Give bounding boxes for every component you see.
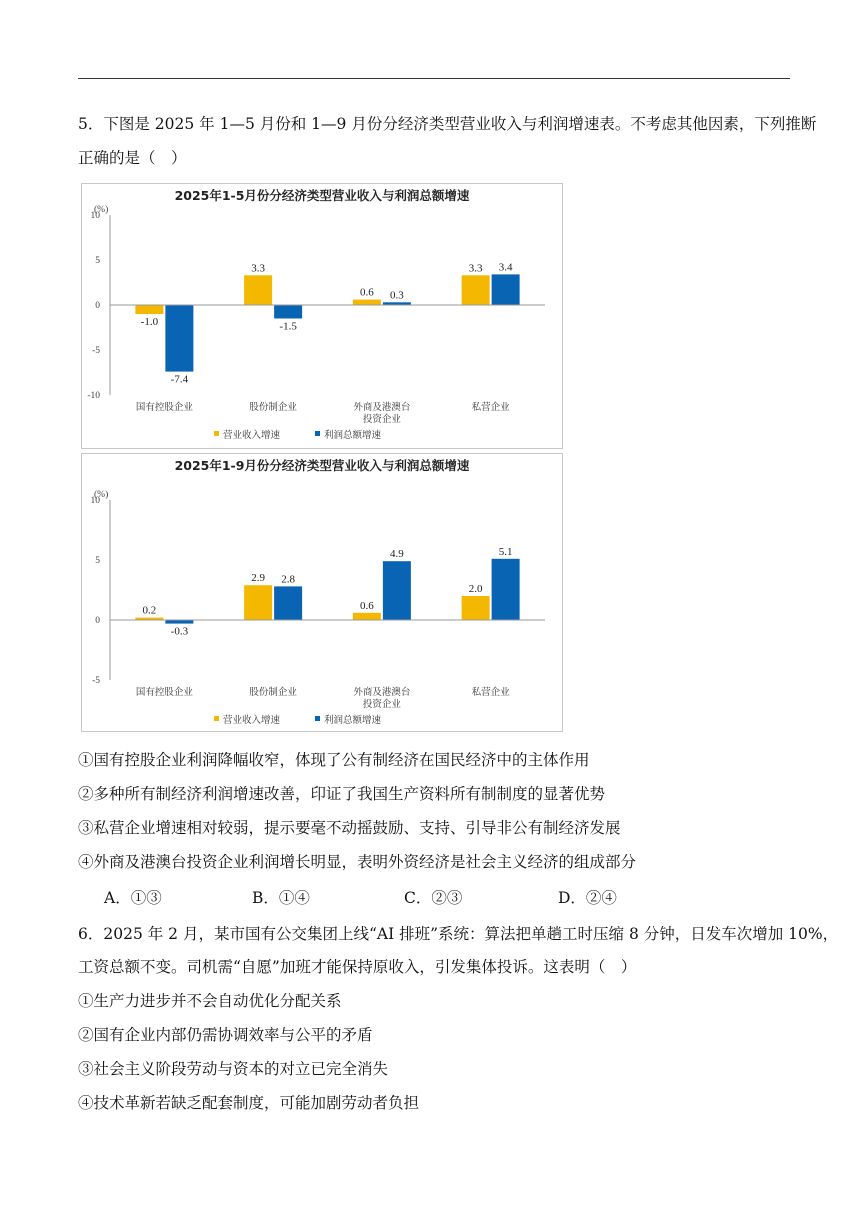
category-label: 私营企业: [471, 687, 510, 698]
q5-statement-2: ②多种所有制经济利润增速改善，印证了我国生产资料所有制制度的显著优势: [78, 785, 606, 803]
y-tick-label: 10: [90, 496, 100, 506]
category-label: 投资企业: [362, 699, 401, 710]
category-label: 国有控股企业: [135, 687, 193, 698]
y-tick-label: -5: [92, 346, 100, 356]
bar-value-label: 0.3: [390, 289, 404, 302]
legend-swatch: [214, 716, 219, 721]
q6-statement-2: ②国有企业内部仍需协调效率与公平的矛盾: [78, 1026, 373, 1044]
bar-value-label: 4.9: [390, 548, 404, 561]
y-unit-label: (%): [94, 490, 109, 500]
profit-bar: [165, 620, 193, 624]
y-tick-label: 5: [95, 556, 100, 566]
q6-statement-1: ①生产力进步并不会自动优化分配关系: [78, 992, 342, 1010]
profit-bar: [383, 561, 411, 620]
y-tick-label: 10: [90, 211, 100, 221]
q6-statement-4: ④技术革新若缺乏配套制度，可能加剧劳动者负担: [78, 1094, 420, 1112]
chart-title: 2025年1-9月份分经济类型营业收入与利润总额增速: [174, 458, 470, 473]
chart-title: 2025年1-5月份分经济类型营业收入与利润总额增速: [174, 188, 470, 203]
revenue-bar: [462, 596, 490, 620]
bar-value-label: -1.5: [279, 320, 297, 333]
bar-value-label: -1.0: [140, 316, 159, 328]
bar-value-label: -7.4: [170, 373, 189, 386]
header-rule: [78, 78, 790, 79]
q6-stem-line1: 6．2025 年 2 月，某市国有公交集团上线“AI 排班”系统：算法把单趟工时压缩 8 分钟，日发车次增加 10%，: [78, 925, 839, 943]
q5-statement-1: ①国有控股企业利润降幅收窄，体现了公有制经济在国民经济中的主体作用: [78, 751, 590, 769]
profit-bar: [492, 559, 520, 620]
q5-options: [104, 888, 617, 908]
chart-jan-may-svg: [82, 184, 562, 448]
y-tick-label: 0: [95, 616, 100, 626]
category-label: 投资企业: [362, 414, 401, 425]
bar-value-label: 0.6: [360, 599, 374, 612]
bar-value-label: 3.3: [251, 262, 265, 275]
option-a[interactable]: A．①③: [104, 889, 162, 907]
revenue-bar: [353, 613, 381, 620]
bar-value-label: 2.8: [281, 573, 295, 586]
y-unit-label: (%): [94, 205, 109, 215]
profit-bar: [274, 586, 302, 620]
y-tick-label: 0: [95, 301, 100, 311]
bar-value-label: 3.4: [498, 261, 513, 274]
bar-value-label: 0.2: [142, 604, 157, 617]
category-label: 外商及港澳台: [353, 687, 411, 698]
revenue-bar: [353, 300, 381, 305]
revenue-bar: [135, 305, 163, 314]
legend-swatch: [315, 716, 320, 721]
category-label: 外商及港澳台: [353, 402, 411, 413]
legend-label: 利润总额增速: [324, 715, 382, 726]
option-b[interactable]: B．①④: [252, 889, 310, 907]
bar-value-label: 2.9: [251, 572, 265, 585]
category-label: 国有控股企业: [135, 402, 193, 413]
profit-bar: [274, 305, 302, 319]
profit-bar: [492, 274, 520, 305]
legend-swatch: [315, 431, 320, 436]
category-label: 私营企业: [471, 402, 510, 413]
bar-value-label: -0.3: [170, 625, 189, 638]
q5-stem-line1: 5．下图是 2025 年 1—5 月份和 1—9 月份分经济类型营业收入与利润增速表。不考虑其他因素，下列推断: [78, 115, 817, 133]
q5-stem-line2: 正确的是（ ）: [78, 149, 187, 167]
revenue-bar: [244, 275, 272, 305]
q5-statement-3: ③私营企业增速相对较弱，提示要毫不动摇鼓励、支持、引导非公有制经济发展: [78, 819, 621, 837]
legend-label: 营业收入增速: [223, 430, 281, 441]
chart-jan-sep: [81, 453, 563, 732]
y-tick-label: 5: [95, 256, 100, 266]
option-c[interactable]: C．②③: [404, 889, 463, 907]
category-label: 股份制企业: [249, 402, 297, 413]
q5-statement-4: ④外商及港澳台投资企业利润增长明显，表明外资经济是社会主义经济的组成部分: [78, 853, 637, 871]
legend-label: 利润总额增速: [324, 430, 382, 441]
bar-value-label: 3.3: [468, 262, 483, 275]
y-tick-label: -5: [92, 676, 100, 686]
revenue-bar: [244, 585, 272, 620]
bar-value-label: 2.0: [468, 583, 483, 595]
chart-jan-may: [81, 183, 563, 449]
q6-statement-3: ③社会主义阶段劳动与资本的对立已完全消失: [78, 1060, 389, 1078]
category-label: 股份制企业: [249, 687, 297, 698]
option-d[interactable]: D．②④: [558, 889, 617, 907]
profit-bar: [165, 305, 193, 372]
legend-label: 营业收入增速: [223, 715, 281, 726]
y-tick-label: -10: [87, 391, 100, 401]
revenue-bar: [462, 275, 490, 305]
chart-jan-sep-svg: [82, 454, 562, 731]
legend-swatch: [214, 431, 219, 436]
bar-value-label: 0.6: [360, 286, 374, 299]
q6-stem-line2: 工资总额不变。司机需“自愿”加班才能保持原收入，引发集体投诉。这表明（ ）: [78, 958, 637, 976]
bar-value-label: 5.1: [498, 545, 513, 558]
